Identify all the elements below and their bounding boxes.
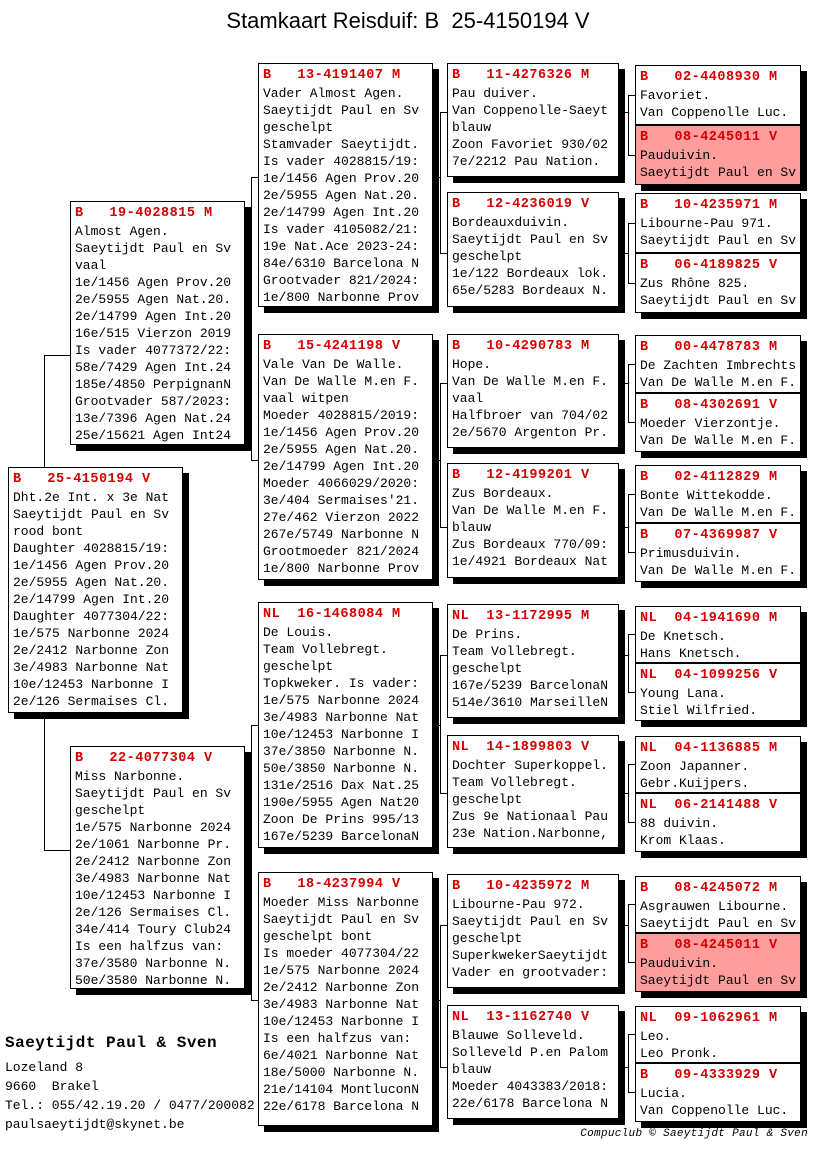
ring-number: B 07-4369987 V bbox=[640, 528, 778, 543]
pedigree-text-line: blauw bbox=[452, 120, 492, 135]
pedigree-text-line: 267e/5749 Narbonne N bbox=[263, 527, 420, 542]
pedigree-text-line: Vale Van De Walle. bbox=[263, 357, 404, 372]
pedigree-box-mmf bbox=[447, 874, 619, 988]
pedigree-text-line: Libourne-Pau 971. bbox=[640, 216, 773, 231]
pedigree-text-line: Hope. bbox=[452, 357, 492, 372]
connector-line bbox=[628, 223, 635, 224]
pedigree-box-fmm bbox=[447, 463, 619, 578]
connector-line bbox=[628, 552, 635, 553]
pedigree-text-line: 1e/1456 Agen Prov.20 bbox=[263, 425, 420, 440]
pedigree-box-mf bbox=[258, 602, 433, 848]
pedigree-text-line: Pauduivin. bbox=[640, 148, 719, 163]
connector-line bbox=[628, 1034, 635, 1035]
ring-number: B 08-4245011 V bbox=[640, 130, 778, 145]
connector-line bbox=[628, 822, 635, 823]
pedigree-box-mmff bbox=[635, 876, 801, 933]
pedigree-text-line: 2e/2412 Narbonne Zon bbox=[263, 980, 420, 995]
pedigree-box-mff bbox=[447, 604, 619, 718]
pedigree-text-line: De Knetsch. bbox=[640, 629, 726, 644]
pedigree-text-line: 19e Nat.Ace 2023-24: bbox=[263, 239, 420, 254]
pedigree-text-line: Saeytijdt Paul en Sv bbox=[640, 973, 797, 988]
pedigree-text-line: Is moeder 4077304/22 bbox=[263, 946, 420, 961]
pedigree-text-line: 10e/12453 Narbonne I bbox=[263, 727, 420, 742]
pedigree-text-line: Is een halfzus van: bbox=[75, 939, 224, 954]
pedigree-text-line: 6e/4021 Narbonne Nat bbox=[263, 1048, 420, 1063]
footer-credit: Compuclub © Saeytijdt Paul & Sven bbox=[580, 1128, 808, 1140]
pedigree-text-line: Krom Klaas. bbox=[640, 833, 726, 848]
pedigree-text-line: Daughter 4028815/19: bbox=[13, 541, 170, 556]
pedigree-text-line: Moeder Vierzontje. bbox=[640, 416, 781, 431]
pedigree-text-line: Dht.2e Int. x 3e Nat bbox=[13, 490, 170, 505]
pedigree-text-line: Van De Walle M.en F. bbox=[640, 505, 797, 520]
pedigree-text-line: 50e/3580 Narbonne N. bbox=[75, 973, 232, 988]
ring-number: NL 13-1162740 V bbox=[452, 1010, 590, 1025]
pedigree-box-fm bbox=[258, 334, 433, 580]
pedigree-text-line: 3e/404 Sermaises'21. bbox=[263, 493, 420, 508]
pedigree-text-line: Is vader 4077372/22: bbox=[75, 343, 232, 358]
pedigree-text-line: 10e/12453 Narbonne I bbox=[263, 1014, 420, 1029]
pedigree-text-line: 2e/2412 Narbonne Zon bbox=[75, 854, 232, 869]
pedigree-text-line: blauw bbox=[452, 1062, 492, 1077]
connector-line bbox=[44, 850, 70, 851]
pedigree-text-line: Miss Narbonne. bbox=[75, 769, 185, 784]
connector-line bbox=[440, 655, 447, 656]
pedigree-text-line: 1e/575 Narbonne 2024 bbox=[75, 820, 232, 835]
ring-number: B 08-4245072 M bbox=[640, 881, 778, 896]
ring-number: NL 16-1468084 M bbox=[263, 607, 401, 622]
pedigree-text-line: 185e/4850 PerpignanN bbox=[75, 377, 232, 392]
page-title: Stamkaart Reisduif: B 25-4150194 V bbox=[226, 8, 590, 33]
pedigree-text-line: Saeytijdt Paul en Sv bbox=[263, 103, 420, 118]
pedigree-text-line: 16e/515 Vierzon 2019 bbox=[75, 326, 232, 341]
pedigree-text-line: De Louis. bbox=[263, 625, 334, 640]
pedigree-text-line: Stamvader Saeytijdt. bbox=[263, 137, 420, 152]
pedigree-text-line: Favoriet. bbox=[640, 88, 711, 103]
connector-line bbox=[440, 1067, 447, 1068]
pedigree-text-line: 2e/126 Sermaises Cl. bbox=[13, 694, 170, 709]
pedigree-text-line: 84e/6310 Barcelona N bbox=[263, 256, 420, 271]
pedigree-text-line: 2e/5670 Argenton Pr. bbox=[452, 425, 609, 440]
pedigree-text-line: 25e/15621 Agen Int24 bbox=[75, 428, 232, 443]
pedigree-text-line: 2e/14799 Agen Int.20 bbox=[75, 309, 232, 324]
pedigree-text-line: Moeder Miss Narbonne bbox=[263, 895, 420, 910]
pedigree-text-line: 131e/2516 Dax Nat.25 bbox=[263, 778, 420, 793]
pedigree-text-line: 22e/6178 Barcelona N bbox=[263, 1099, 420, 1114]
pedigree-text-line: Daughter 4077304/22: bbox=[13, 609, 170, 624]
connector-line bbox=[628, 283, 635, 284]
pedigree-text-line: vaal bbox=[75, 258, 107, 273]
pedigree-text-line: Lucia. bbox=[640, 1086, 687, 1101]
connector-line bbox=[440, 253, 447, 254]
pedigree-text-line: Moeder 4066029/2020: bbox=[263, 476, 420, 491]
pedigree-text-line: geschelpt bbox=[75, 803, 146, 818]
connector-line bbox=[440, 655, 441, 794]
pedigree-text-line: geschelpt bbox=[263, 120, 334, 135]
connector-line bbox=[251, 177, 252, 461]
connector-line bbox=[44, 355, 45, 467]
pedigree-text-line: geschelpt bbox=[452, 792, 523, 807]
pedigree-text-line: Van De Walle M.en F. bbox=[640, 563, 797, 578]
pedigree-text-line: Vader en grootvader: bbox=[452, 965, 609, 980]
pedigree-text-line: Saeytijdt Paul en Sv bbox=[75, 786, 232, 801]
pedigree-text-line: geschelpt bont bbox=[263, 929, 373, 944]
pedigree-box-mmmf bbox=[635, 1006, 801, 1063]
ring-number: B 10-4235972 M bbox=[452, 879, 590, 894]
pedigree-text-line: vaal bbox=[452, 391, 484, 406]
pedigree-text-line: 190e/5955 Agen Nat20 bbox=[263, 795, 420, 810]
connector-line bbox=[628, 634, 629, 693]
owner-name: Saeytijdt Paul & Sven bbox=[5, 1034, 218, 1052]
pedigree-text-line: Grootvader 821/2024: bbox=[263, 273, 420, 288]
pedigree-text-line: Dochter Superkoppel. bbox=[452, 758, 609, 773]
pedigree-box-mfmf bbox=[635, 736, 801, 793]
pedigree-text-line: Van De Walle M.en F. bbox=[452, 503, 609, 518]
pedigree-text-line: Zus Bordeaux. bbox=[452, 486, 554, 501]
ring-number: B 10-4290783 M bbox=[452, 339, 590, 354]
ring-number: B 18-4237994 V bbox=[263, 877, 401, 892]
pedigree-text-line: 88 duivin. bbox=[640, 816, 719, 831]
connector-line bbox=[440, 793, 447, 794]
pedigree-box-fmmm bbox=[635, 523, 801, 582]
pedigree-text-line: 18e/5000 Narbonne N. bbox=[263, 1065, 420, 1080]
pedigree-text-line: Zus 9e Nationaal Pau bbox=[452, 809, 609, 824]
pedigree-text-line: Vader Almost Agen. bbox=[263, 86, 404, 101]
connector-line bbox=[628, 155, 635, 156]
ring-number: NL 14-1899803 V bbox=[452, 740, 590, 755]
ring-number: B 12-4199201 V bbox=[452, 468, 590, 483]
pedigree-text-line: De Prins. bbox=[452, 627, 523, 642]
pedigree-text-line: geschelpt bbox=[452, 931, 523, 946]
pedigree-text-line: Saeytijdt Paul en Sv bbox=[263, 912, 420, 927]
pedigree-text-line: Van Coppenolle Luc. bbox=[640, 1103, 789, 1118]
pedigree-text-line: 3e/4983 Narbonne Nat bbox=[263, 997, 420, 1012]
pedigree-text-line: Team Vollebregt. bbox=[452, 775, 577, 790]
pedigree-text-line: 2e/14799 Agen Int.20 bbox=[263, 205, 420, 220]
pedigree-text-line: 1e/1456 Agen Prov.20 bbox=[13, 558, 170, 573]
pedigree-text-line: 1e/575 Narbonne 2024 bbox=[13, 626, 170, 641]
pedigree-text-line: Zus Bordeaux 770/09: bbox=[452, 537, 609, 552]
ring-number: NL 04-1099256 V bbox=[640, 668, 778, 683]
pedigree-text-line: Young Lana. bbox=[640, 686, 726, 701]
pedigree-box-mfmm bbox=[635, 793, 801, 852]
pedigree-text-line: Stiel Wilfried. bbox=[640, 703, 758, 718]
connector-line bbox=[251, 177, 258, 178]
ring-number: B 02-4408930 M bbox=[640, 70, 778, 85]
pedigree-text-line: Bordeauxduivin. bbox=[452, 215, 570, 230]
pedigree-text-line: 514e/3610 MarseilleN bbox=[452, 695, 609, 710]
connector-line bbox=[628, 364, 635, 365]
connector-line bbox=[628, 1092, 635, 1093]
connector-line bbox=[628, 692, 635, 693]
pedigree-text-line: 58e/7429 Agen Int.24 bbox=[75, 360, 232, 375]
pedigree-text-line: 22e/6178 Barcelona N bbox=[452, 1096, 609, 1111]
pedigree-text-line: Van De Walle M.en F. bbox=[263, 374, 420, 389]
connector-line bbox=[628, 962, 635, 963]
pedigree-text-line: Van De Walle M.en F. bbox=[640, 433, 797, 448]
pedigree-text-line: geschelpt bbox=[452, 249, 523, 264]
pedigree-box-f bbox=[70, 201, 245, 445]
connector-line bbox=[628, 223, 629, 284]
pedigree-box-ffmf bbox=[635, 193, 801, 253]
pedigree-text-line: Blauwe Solleveld. bbox=[452, 1028, 585, 1043]
pedigree-text-line: geschelpt bbox=[452, 661, 523, 676]
pedigree-text-line: 1e/4921 Bordeaux Nat bbox=[452, 554, 609, 569]
pedigree-text-line: 2e/5955 Agen Nat.20. bbox=[75, 292, 232, 307]
pedigree-text-line: Saeytijdt Paul en Sv bbox=[452, 914, 609, 929]
ring-number: B 11-4276326 M bbox=[452, 68, 590, 83]
ring-number: B 25-4150194 V bbox=[13, 472, 151, 487]
pedigree-text-line: 167e/5239 BarcelonaN bbox=[263, 829, 420, 844]
pedigree-text-line: Halfbroer van 704/02 bbox=[452, 408, 609, 423]
pedigree-text-line: Zus Rhône 825. bbox=[640, 276, 750, 291]
pedigree-text-line: 23e Nation.Narbonne, bbox=[452, 826, 609, 841]
connector-line bbox=[628, 904, 635, 905]
pedigree-text-line: 13e/7396 Agen Nat.24 bbox=[75, 411, 232, 426]
pedigree-text-line: 1e/1456 Agen Prov.20 bbox=[263, 171, 420, 186]
ring-number: B 06-4189825 V bbox=[640, 258, 778, 273]
pedigree-box-ffmm bbox=[635, 253, 801, 313]
pedigree-text-line: 1e/575 Narbonne 2024 bbox=[263, 963, 420, 978]
pedigree-box-ff bbox=[258, 63, 433, 307]
pedigree-text-line: 10e/12453 Narbonne I bbox=[75, 888, 232, 903]
ring-number: B 13-4191407 M bbox=[263, 68, 401, 83]
pedigree-text-line: SuperkwekerSaeytijdt bbox=[452, 948, 609, 963]
ring-number: B 15-4241198 V bbox=[263, 339, 401, 354]
owner-email: paulsaeytijdt@skynet.be bbox=[5, 1117, 185, 1132]
pedigree-text-line: Libourne-Pau 972. bbox=[452, 897, 585, 912]
pedigree-text-line: 2e/14799 Agen Int.20 bbox=[263, 459, 420, 474]
ring-number: B 09-4333929 V bbox=[640, 1068, 778, 1083]
connector-line bbox=[251, 725, 252, 1001]
owner-address: Lozeland 8 bbox=[5, 1060, 84, 1075]
owner-block bbox=[5, 1032, 255, 1134]
pedigree-text-line: Saeytijdt Paul en Sv bbox=[640, 233, 797, 248]
pedigree-text-line: Moeder 4043383/2018: bbox=[452, 1079, 609, 1094]
ring-number: NL 04-1941690 M bbox=[640, 611, 778, 626]
connector-line bbox=[628, 364, 629, 423]
pedigree-box-m bbox=[70, 746, 245, 989]
ring-number: B 10-4235971 M bbox=[640, 198, 778, 213]
pedigree-box-fmmf bbox=[635, 465, 801, 523]
pedigree-text-line: Is vader 4028815/19: bbox=[263, 154, 420, 169]
pedigree-text-line: vaal witpen bbox=[263, 391, 349, 406]
pedigree-box-mmm bbox=[447, 1005, 619, 1119]
pedigree-text-line: Zoon Japanner. bbox=[640, 759, 750, 774]
pedigree-text-line: 2e/5955 Agen Nat.20. bbox=[263, 188, 420, 203]
pedigree-text-line: 3e/4983 Narbonne Nat bbox=[13, 660, 170, 675]
pedigree-text-line: 50e/3850 Narbonne N. bbox=[263, 761, 420, 776]
pedigree-text-line: Saeytijdt Paul en Sv bbox=[13, 507, 170, 522]
connector-line bbox=[628, 494, 635, 495]
pedigree-text-line: Topkweker. Is vader: bbox=[263, 676, 420, 691]
pedigree-text-line: 1e/1456 Agen Prov.20 bbox=[75, 275, 232, 290]
pedigree-text-line: 10e/12453 Narbonne I bbox=[13, 677, 170, 692]
connector-line bbox=[44, 355, 70, 356]
pedigree-text-line: Solleveld P.en Palom bbox=[452, 1045, 609, 1060]
pedigree-text-line: Almost Agen. bbox=[75, 224, 169, 239]
pedigree-text-line: 2e/5955 Agen Nat.20. bbox=[263, 442, 420, 457]
pedigree-box-fffm bbox=[635, 125, 801, 185]
ring-number: B 19-4028815 M bbox=[75, 206, 213, 221]
pedigree-box-mffm bbox=[635, 663, 801, 721]
pedigree-text-line: 37e/3580 Narbonne N. bbox=[75, 956, 232, 971]
pedigree-text-line: Pauduivin. bbox=[640, 956, 719, 971]
ring-number: NL 13-1172995 M bbox=[452, 609, 590, 624]
ring-number: B 22-4077304 V bbox=[75, 751, 213, 766]
pedigree-text-line: Pau duiver. bbox=[452, 86, 538, 101]
connector-line bbox=[440, 925, 441, 1068]
connector-line bbox=[251, 725, 258, 726]
connector-line bbox=[440, 383, 447, 384]
pedigree-text-line: Bonte Wittekodde. bbox=[640, 488, 773, 503]
pedigree-box-fff bbox=[447, 63, 619, 177]
pedigree-text-line: Hans Knetsch. bbox=[640, 646, 742, 661]
pedigree-box-fmf bbox=[447, 334, 619, 448]
pedigree-text-line: Van De Walle M.en F. bbox=[640, 375, 797, 390]
pedigree-text-line: 2e/126 Sermaises Cl. bbox=[75, 905, 232, 920]
pedigree-text-line: Primusduivin. bbox=[640, 546, 742, 561]
connector-line bbox=[440, 527, 447, 528]
pedigree-text-line: rood bont bbox=[13, 524, 84, 539]
connector-line bbox=[44, 713, 45, 851]
ring-number: B 08-4302691 V bbox=[640, 398, 778, 413]
ring-number: B 00-4478783 M bbox=[640, 340, 778, 355]
pedigree-text-line: 1e/122 Bordeaux lok. bbox=[452, 266, 609, 281]
pedigree-text-line: 2e/2412 Narbonne Zon bbox=[13, 643, 170, 658]
pedigree-text-line: Saeytijdt Paul en Sv bbox=[640, 916, 797, 931]
pedigree-text-line: Asgrauwen Libourne. bbox=[640, 899, 789, 914]
pedigree-text-line: 2e/1061 Narbonne Pr. bbox=[75, 837, 232, 852]
pedigree-box-subject bbox=[8, 467, 183, 713]
pedigree-text-line: Van Coppenolle-Saeyt bbox=[452, 103, 609, 118]
pedigree-text-line: Zoon Favoriet 930/02 bbox=[452, 137, 609, 152]
pedigree-text-line: Van Coppenolle Luc. bbox=[640, 105, 789, 120]
connector-line bbox=[628, 95, 635, 96]
pedigree-text-line: Grootvader 587/2023: bbox=[75, 394, 232, 409]
pedigree-text-line: Zoon De Prins 995/13 bbox=[263, 812, 420, 827]
pedigree-box-mfff bbox=[635, 606, 801, 663]
pedigree-text-line: Saeytijdt Paul en Sv bbox=[640, 293, 797, 308]
pedigree-text-line: 1e/800 Narbonne Prov bbox=[263, 290, 420, 305]
pedigree-text-line: 7e/2212 Pau Nation. bbox=[452, 154, 601, 169]
connector-line bbox=[628, 634, 635, 635]
pedigree-box-mm bbox=[258, 872, 433, 1126]
connector-line bbox=[628, 422, 635, 423]
pedigree-text-line: Leo Pronk. bbox=[640, 1046, 719, 1061]
connector-line bbox=[628, 494, 629, 553]
pedigree-text-line: De Zachten Imbrechts bbox=[640, 358, 797, 373]
pedigree-text-line: geschelpt bbox=[263, 659, 334, 674]
pedigree-text-line: Van De Walle M.en F. bbox=[452, 374, 609, 389]
ring-number: B 08-4245011 V bbox=[640, 938, 778, 953]
connector-line bbox=[251, 1000, 258, 1001]
pedigree-text-line: 27e/462 Vierzon 2022 bbox=[263, 510, 420, 525]
owner-city: 9660 Brakel bbox=[5, 1079, 99, 1094]
ring-number: B 02-4112829 M bbox=[640, 470, 778, 485]
connector-line bbox=[628, 904, 629, 963]
pedigree-text-line: Leo. bbox=[640, 1029, 672, 1044]
connector-line bbox=[628, 95, 629, 156]
pedigree-text-line: Team Vollebregt. bbox=[263, 642, 388, 657]
pedigree-text-line: 34e/414 Toury Club24 bbox=[75, 922, 232, 937]
connector-line bbox=[440, 112, 441, 254]
pedigree-text-line: Team Vollebregt. bbox=[452, 644, 577, 659]
pedigree-text-line: Is een halfzus van: bbox=[263, 1031, 412, 1046]
pedigree-box-ffm bbox=[447, 192, 619, 307]
pedigree-text-line: blauw bbox=[452, 520, 492, 535]
pedigree-text-line: Saeytijdt Paul en Sv bbox=[640, 165, 797, 180]
pedigree-text-line: 167e/5239 BarcelonaN bbox=[452, 678, 609, 693]
connector-line bbox=[251, 460, 258, 461]
connector-line bbox=[628, 764, 635, 765]
pedigree-text-line: 1e/575 Narbonne 2024 bbox=[263, 693, 420, 708]
pedigree-box-fmff bbox=[635, 335, 801, 393]
connector-line bbox=[628, 1034, 629, 1093]
pedigree-text-line: 2e/5955 Agen Nat.20. bbox=[13, 575, 170, 590]
connector-line bbox=[628, 764, 629, 823]
ring-number: NL 09-1062961 M bbox=[640, 1011, 778, 1026]
connector-line bbox=[440, 383, 441, 528]
pedigree-text-line: 3e/4983 Narbonne Nat bbox=[263, 710, 420, 725]
pedigree-text-line: 2e/14799 Agen Int.20 bbox=[13, 592, 170, 607]
owner-phone: Tel.: 055/42.19.20 / 0477/200082 bbox=[5, 1098, 255, 1113]
connector-line bbox=[440, 925, 447, 926]
pedigree-box-fmfm bbox=[635, 393, 801, 452]
pedigree-text-line: 21e/14104 MontluconN bbox=[263, 1082, 420, 1097]
pedigree-box-mmmm bbox=[635, 1063, 801, 1122]
pedigree-text-line: 3e/4983 Narbonne Nat bbox=[75, 871, 232, 886]
ring-number: NL 06-2141488 V bbox=[640, 798, 778, 813]
pedigree-text-line: Saeytijdt Paul en Sv bbox=[75, 241, 232, 256]
pedigree-text-line: Grootmoeder 821/2024 bbox=[263, 544, 420, 559]
pedigree-box-mmfm bbox=[635, 933, 801, 992]
ring-number: B 12-4236019 V bbox=[452, 197, 590, 212]
ring-number: NL 04-1136885 M bbox=[640, 741, 778, 756]
pedigree-text-line: Moeder 4028815/2019: bbox=[263, 408, 420, 423]
connector-line bbox=[440, 112, 447, 113]
pedigree-box-ffff bbox=[635, 65, 801, 125]
pedigree-text-line: Saeytijdt Paul en Sv bbox=[452, 232, 609, 247]
pedigree-box-mfm bbox=[447, 735, 619, 848]
pedigree-text-line: 65e/5283 Bordeaux N. bbox=[452, 283, 609, 298]
pedigree-text-line: Gebr.Kuijpers. bbox=[640, 776, 750, 791]
pedigree-text-line: Is vader 4105082/21: bbox=[263, 222, 420, 237]
pedigree-text-line: 1e/800 Narbonne Prov bbox=[263, 561, 420, 576]
pedigree-text-line: 37e/3850 Narbonne N. bbox=[263, 744, 420, 759]
